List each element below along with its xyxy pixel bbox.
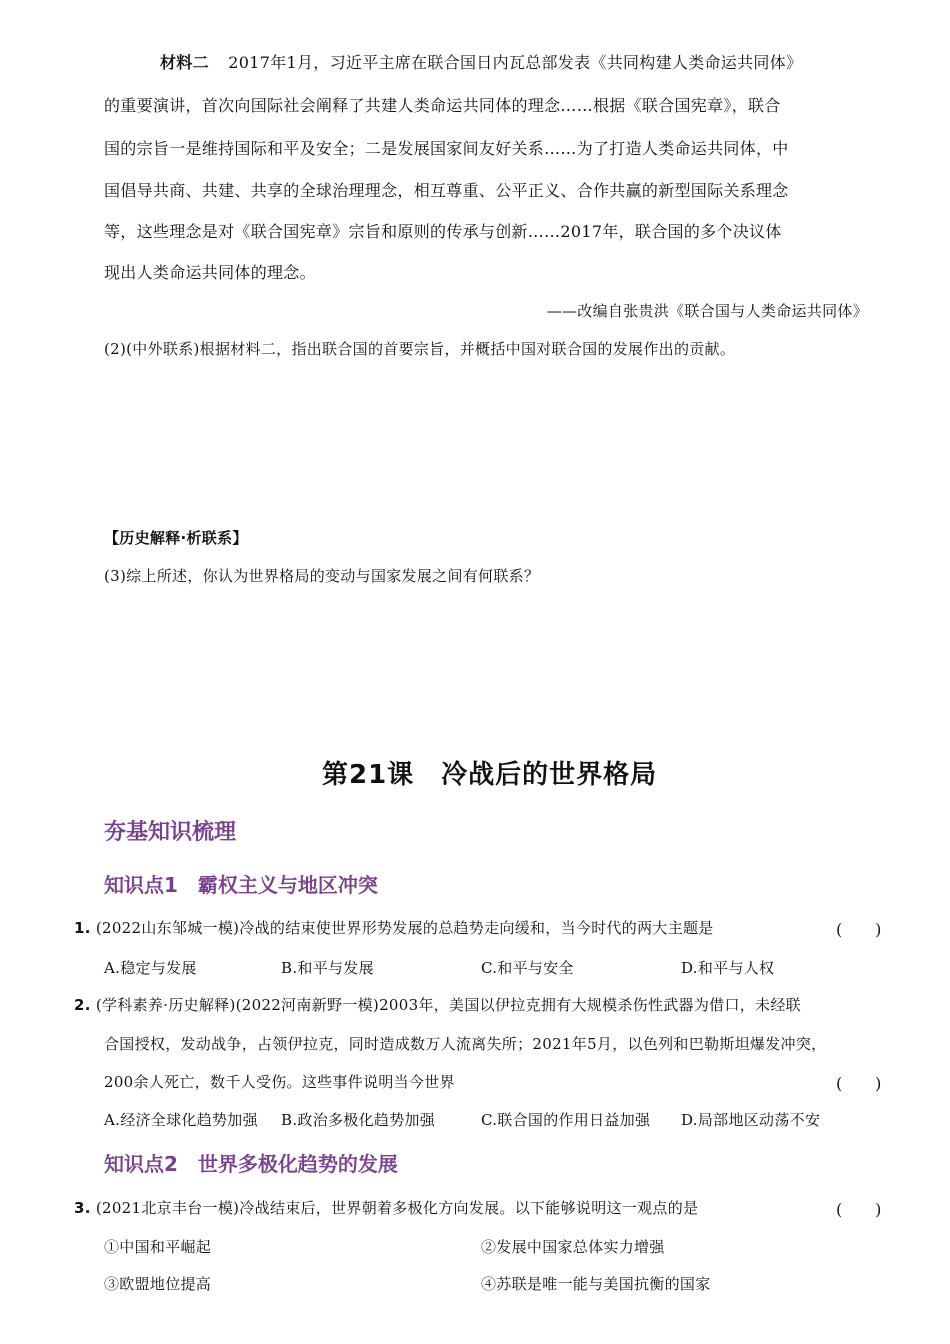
question-text: (学科素养·历史解释)(2022河南新野一模)2003年，美国以伊拉克拥有大规模杀伤性武器为借口，未经联 (95, 996, 801, 1014)
option-d[interactable]: D.局部地区动荡不安 (681, 1111, 821, 1129)
question-number: 1. (74, 919, 91, 937)
material-paragraph-line-1 (160, 50, 802, 73)
option-a[interactable]: A.经济全球化趋势加强 (104, 1111, 258, 1129)
answer-blank[interactable]: ( ) (836, 1074, 882, 1093)
lesson-title: 第21课 冷战后的世界格局 (322, 760, 658, 790)
heading-basics: 夯基知识梳理 (104, 820, 237, 845)
option-3[interactable]: ③欧盟地位提高 (104, 1275, 212, 1293)
material-paragraph-line-4: 国倡导共商、共建、共享的全球治理理念，相互尊重、公平正义、合作共赢的新型国际关系理念 (104, 181, 789, 200)
section-history-label: 【历史解释·析联系】 (104, 529, 248, 547)
material-text: 2017年1月，习近平主席在联合国日内瓦总部发表《共同构建人类命运共同体》 (228, 53, 803, 72)
question-number: 3. (74, 1199, 91, 1217)
question-3-item (74, 1197, 698, 1218)
question-2: (2)(中外联系)根据材料二，指出联合国的首要宗旨，并概括中国对联合国的发展作出的贡献。 (104, 340, 736, 358)
option-c[interactable]: C.和平与安全 (481, 959, 574, 977)
option-c[interactable]: C.联合国的作用日益加强 (481, 1111, 651, 1129)
material-label: 材料二 (160, 53, 209, 72)
option-2[interactable]: ②发展中国家总体实力增强 (481, 1238, 665, 1256)
question-text: (2021北京丰台一模)冷战结束后，世界朝着多极化方向发展。以下能够说明这一观点的是 (95, 1199, 699, 1217)
question-text: (2022山东邹城一模)冷战的结束使世界形势发展的总趋势走向缓和，当今时代的两大主题是 (95, 919, 714, 937)
option-b[interactable]: B.和平与发展 (281, 959, 374, 977)
question-2-line-1 (74, 994, 801, 1015)
knowledge-point-2: 知识点2 世界多极化趋势的发展 (104, 1152, 398, 1176)
material-paragraph-line-6: 现出人类命运共同体的理念。 (104, 263, 316, 282)
material-paragraph-line-2: 的重要演讲，首次向国际社会阐释了共建人类命运共同体的理念……根据《联合国宪章》，联合 (104, 96, 781, 115)
question-2-line-3: 200余人死亡，数千人受伤。这些事件说明当今世界 (104, 1073, 455, 1091)
option-4[interactable]: ④苏联是唯一能与美国抗衡的国家 (481, 1275, 711, 1293)
answer-blank[interactable]: ( ) (836, 1200, 882, 1219)
question-2-line-2: 合国授权，发动战争，占领伊拉克，同时造成数万人流离失所；2021年5月，以色列和巴勒斯坦爆发冲突， (104, 1035, 827, 1053)
answer-blank[interactable]: ( ) (836, 920, 882, 939)
option-1[interactable]: ①中国和平崛起 (104, 1238, 212, 1256)
option-b[interactable]: B.政治多极化趋势加强 (281, 1111, 436, 1129)
option-a[interactable]: A.稳定与发展 (104, 959, 197, 977)
question-1 (74, 917, 714, 938)
material-paragraph-line-3: 国的宗旨一是维持国际和平及安全；二是发展国家间友好关系……为了打造人类命运共同体，中 (104, 139, 789, 158)
material-source: ——改编自张贵洪《联合国与人类命运共同体》 (546, 302, 868, 320)
question-3: (3)综上所述，你认为世界格局的变动与国家发展之间有何联系？ (104, 567, 540, 585)
question-number: 2. (74, 996, 91, 1014)
option-d[interactable]: D.和平与人权 (681, 959, 775, 977)
knowledge-point-1: 知识点1 霸权主义与地区冲突 (104, 873, 378, 897)
material-paragraph-line-5: 等，这些理念是对《联合国宪章》宗旨和原则的传承与创新……2017年，联合国的多个决议体 (104, 222, 782, 241)
